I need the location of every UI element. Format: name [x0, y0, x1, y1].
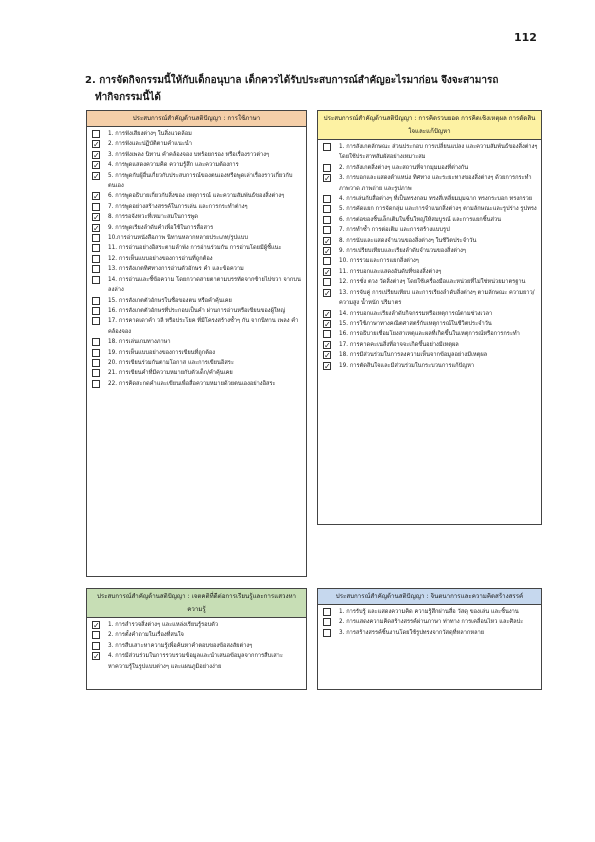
- reasoning-item-text: 5. การคัดแยก การจัดกลุ่ม และการจำแนกสิ่งต่างๆ ตามลักษณะและรูปร่าง รูปทรง: [339, 206, 537, 213]
- reasoning-item: [323, 246, 538, 256]
- language-item: [92, 275, 303, 296]
- language-item: [92, 202, 303, 212]
- reasoning-item-text: 9. การเปรียบเทียบและเรียงลำดับจำนวนของสิ่งต่างๆ: [339, 248, 466, 255]
- language-item-checkbox[interactable]: ✓: [93, 150, 100, 160]
- language-item-checkbox[interactable]: [92, 369, 100, 377]
- language-item-text: 12. การเห็นแบบอย่างของการอ่านที่ถูกต้อง: [108, 255, 213, 262]
- language-item-checkbox[interactable]: [92, 203, 100, 211]
- reasoning-item-text: 4. การเล่นกับสื่อต่างๆ ที่เป็นทรงกลม ทรงสี่เหลี่ยมมุมฉาก ทรงกระบอก ทรงกรวย: [339, 196, 533, 203]
- reasoning-item: [323, 215, 538, 225]
- language-item-checkbox[interactable]: [92, 130, 100, 138]
- inquiry-item-checkbox[interactable]: ✓: [93, 652, 100, 662]
- language-item-checkbox[interactable]: ✓: [93, 223, 100, 233]
- reasoning-item-text: 3. การบอกและแสดงตำแหน่ง ทิศทาง และระยะทางของสิ่งต่างๆ ด้วยการกระทำ ภาพวาด ภาพถ่าย และรูปภาพ: [339, 175, 532, 192]
- language-item-text: 8. การรอจังหวะที่เหมาะสมในการพูด: [108, 214, 198, 221]
- inquiry-box-header: ประสบการณ์สำคัญด้านสติปัญญา : เจตคติที่ดีต่อการเรียนรู้และการแสวงหาความรู้: [87, 589, 306, 618]
- language-item-text: 13. การสังเกตทิศทางการอ่านตัวอักษร คำ และข้อความ: [108, 266, 244, 273]
- reasoning-item-text: 8. การนับและแสดงจำนวนของสิ่งต่างๆ ในชีวิตประจำวัน: [339, 237, 477, 244]
- language-item: [92, 243, 303, 253]
- language-item: [92, 150, 303, 160]
- reasoning-item-text: 12. การชั่ง ตวง วัดสิ่งต่างๆ โดยใช้เครื่องมือและหน่วยที่ไม่ใช่หน่วยมาตรฐาน: [339, 279, 526, 286]
- reasoning-item-text: 10. การรวมและการแยกสิ่งต่างๆ: [339, 258, 419, 265]
- creativity-item: [323, 617, 538, 627]
- language-item-text: 17. การคาดเดาคำ วลี หรือประโยค ที่มีโครงสร้างซ้ำๆ กัน จากนิทาน เพลง คำคล้องจอง: [108, 318, 299, 335]
- language-item-checkbox[interactable]: [92, 276, 100, 284]
- language-item-checkbox[interactable]: [92, 359, 100, 367]
- creativity-item-text: 3. การสร้างสรรค์ชิ้นงานโดยใช้รูปทรงจากวัสดุที่หลากหลาย: [339, 629, 485, 636]
- language-item: [92, 129, 303, 139]
- reasoning-item: [323, 142, 538, 163]
- reasoning-item-checkbox[interactable]: [323, 257, 331, 265]
- reasoning-item: [323, 319, 538, 329]
- reasoning-item: [323, 309, 538, 319]
- language-item: [92, 358, 303, 368]
- heading-line-2: ทำกิจกรรมนี้ได้: [95, 92, 161, 103]
- language-item-text: 5. การพูดกับผู้อื่นเกี่ยวกับประสบการณ์ของตนเองหรือพูดเล่าเรื่องราวเกี่ยวกับตนเอง: [108, 172, 293, 190]
- language-item-text: 6. การพูดอธิบายเกี่ยวกับสิ่งของ เหตุการณ์ และความสัมพันธ์ของสิ่งต่างๆ: [108, 193, 285, 200]
- reasoning-item-checkbox[interactable]: ✓: [324, 267, 331, 277]
- language-item: [92, 212, 303, 222]
- language-item: [92, 223, 303, 233]
- language-item-checkbox[interactable]: [92, 255, 100, 263]
- reasoning-item-checkbox[interactable]: [323, 143, 331, 151]
- creativity-item-text: 2. การแสดงความคิดสร้างสรรค์ผ่านภาษา ท่าทาง การเคลื่อนไหว และศิลปะ: [339, 619, 524, 626]
- reasoning-item-checkbox[interactable]: ✓: [324, 361, 331, 371]
- inquiry-item-text: 3. การสืบเสาะหาความรู้เพื่อค้นหาคำตอบของข้อสงสัยต่างๆ: [108, 642, 253, 649]
- language-item-text: 9. การพูดเรียงลำดับคำเพื่อใช้ในการสื่อสาร: [108, 224, 214, 231]
- inquiry-item: [92, 630, 303, 640]
- question-heading: [85, 72, 525, 106]
- language-item-text: 4. การพูดแสดงความคิด ความรู้สึก และความต้องการ: [108, 162, 239, 169]
- reasoning-item-text: 14. การบอกและเรียงลำดับกิจกรรมหรือเหตุการณ์ตามช่วงเวลา: [339, 310, 493, 317]
- reasoning-box-header: ประสบการณ์สำคัญด้านสติปัญญา : การคิดรวบยอด การคิดเชิงเหตุผล การตัดสินใจและแก้ปัญหา: [318, 111, 541, 140]
- language-item-text: 2. การฟังและปฏิบัติตามคำแนะนำ: [108, 141, 192, 148]
- language-item: [92, 348, 303, 358]
- reasoning-item: [323, 267, 538, 277]
- reasoning-item-text: 16. การอธิบายเชื่อมโยงสาเหตุและผลที่เกิดขึ้นในเหตุการณ์หรือการกระทำ: [339, 331, 520, 338]
- reasoning-item-checkbox[interactable]: ✓: [324, 247, 331, 257]
- reasoning-item: [323, 361, 538, 371]
- language-item-checkbox[interactable]: [92, 265, 100, 273]
- language-item: [92, 306, 303, 316]
- inquiry-item: [92, 641, 303, 651]
- language-item-checkbox[interactable]: ✓: [93, 192, 100, 202]
- language-item-text: 19. การเห็นแบบอย่างของการเขียนที่ถูกต้อง: [108, 349, 216, 356]
- language-item: [92, 368, 303, 378]
- language-item-text: 14. การอ่านและชี้ข้อความ โดยกวาดสายตาตามบรรทัดจากซ้ายไปขวา จากบนลงล่าง: [108, 276, 301, 294]
- language-item-text: 7. การพูดอย่างสร้างสรรค์ในการเล่น และการกระทำต่างๆ: [108, 203, 248, 210]
- language-item-text: 16. การสังเกตตัวอักษรที่ประกอบเป็นคำ ผ่านการอ่านหรือเขียนของผู้ใหญ่: [108, 307, 286, 314]
- language-item-text: 3. การฟังเพลง นิทาน คำคล้องจอง บทร้อยกรอง หรือเรื่องราวต่างๆ: [108, 151, 270, 158]
- reasoning-item-checkbox[interactable]: ✓: [324, 309, 331, 319]
- reasoning-item-checkbox[interactable]: [323, 226, 331, 234]
- language-item-checkbox[interactable]: [92, 307, 100, 315]
- reasoning-item-text: 6. การต่อของชิ้นเล็กเติมในชิ้นใหญ่ให้สมบูรณ์ และการแยกชิ้นส่วน: [339, 216, 502, 223]
- reasoning-items: [318, 140, 541, 371]
- language-item-checkbox[interactable]: [92, 297, 100, 305]
- language-item-text: 15. การสังเกตตัวอักษรในชื่อของตน หรือคำคุ้นเคย: [108, 297, 232, 304]
- reasoning-item-checkbox[interactable]: [323, 278, 331, 286]
- reasoning-item: [323, 225, 538, 235]
- reasoning-item-text: 18. การมีส่วนร่วมในการลงความเห็นจากข้อมูลอย่างมีเหตุผล: [339, 352, 488, 359]
- language-item-text: 11. การอ่านอย่างอิสระตามลำพัง การอ่านร่วมกัน การอ่านโดยมีผู้ชี้แนะ: [108, 245, 282, 252]
- language-box: [86, 110, 307, 577]
- reasoning-item-text: 13. การจับคู่ การเปรียบเทียบ และการเรียงลำดับสิ่งต่างๆ ตามลักษณะ ความยาว/ความสูง น้ำหนัก ปริมาตร: [339, 289, 535, 307]
- reasoning-item-text: 15. การใช้ภาษาทางคณิตศาสตร์กับเหตุการณ์ในชีวิตประจำวัน: [339, 320, 492, 327]
- creativity-box: [317, 588, 542, 690]
- creativity-box-header: ประสบการณ์สำคัญด้านสติปัญญา : จินตนาการและความคิดสร้างสรรค์: [318, 589, 541, 605]
- reasoning-item-checkbox[interactable]: ✓: [324, 351, 331, 361]
- reasoning-item: [323, 204, 538, 214]
- language-item-checkbox[interactable]: ✓: [93, 161, 100, 171]
- language-item-text: 18. การเล่นเกมทางภาษา: [108, 339, 171, 346]
- language-item: [92, 191, 303, 201]
- inquiry-item: [92, 620, 303, 630]
- language-item: [92, 254, 303, 264]
- reasoning-box: [317, 110, 542, 525]
- reasoning-item-text: 19. การตัดสินใจและมีส่วนร่วมในกระบวนการแก้ปัญหา: [339, 362, 475, 369]
- reasoning-item: [323, 163, 538, 173]
- language-item: [92, 337, 303, 347]
- reasoning-item: [323, 329, 538, 339]
- language-item: [92, 264, 303, 274]
- inquiry-item-text: 1. การสำรวจสิ่งต่างๆ และแหล่งเรียนรู้รอบตัว: [108, 622, 219, 628]
- reasoning-item-checkbox[interactable]: ✓: [324, 288, 331, 298]
- inquiry-item-checkbox[interactable]: [92, 642, 100, 650]
- reasoning-item-text: 1. การสังเกตลักษณะ ส่วนประกอบ การเปลี่ยนแปลง และความสัมพันธ์ของสิ่งต่างๆ โดยใช้ประสาทสัมผัสอย่างเหมาะสม: [339, 144, 538, 161]
- language-item: [92, 139, 303, 149]
- reasoning-item: [323, 194, 538, 204]
- inquiry-box: [86, 588, 307, 690]
- reasoning-item-checkbox[interactable]: ✓: [324, 340, 331, 350]
- creativity-item-checkbox[interactable]: [323, 608, 331, 616]
- creativity-item: [323, 607, 538, 617]
- page-number: 112: [514, 31, 537, 44]
- reasoning-item-checkbox[interactable]: ✓: [324, 319, 331, 329]
- reasoning-item: [323, 173, 538, 194]
- language-item: [92, 233, 303, 243]
- language-item-checkbox[interactable]: [92, 234, 100, 242]
- language-item-text: 10.การอ่านหนังสือภาพ นิทานหลากหลายประเภท/รูปแบบ: [108, 235, 249, 242]
- language-item: [92, 296, 303, 306]
- inquiry-item-text: 2. การตั้งคำถามในเรื่องที่สนใจ: [108, 632, 184, 639]
- reasoning-item: [323, 277, 538, 287]
- language-item: [92, 160, 303, 170]
- language-item-text: 21. การเขียนคำที่มีความหมายกับตัวเด็ก/คำคุ้นเคย: [108, 370, 233, 377]
- reasoning-item: [323, 340, 538, 350]
- reasoning-item-checkbox[interactable]: ✓: [324, 174, 331, 184]
- language-box-header: ประสบการณ์สำคัญด้านสติปัญญา : การใช้ภาษา: [87, 111, 306, 127]
- reasoning-item-checkbox[interactable]: [323, 205, 331, 213]
- reasoning-item-checkbox[interactable]: ✓: [324, 236, 331, 246]
- language-items: [87, 127, 306, 389]
- language-item-checkbox[interactable]: ✓: [93, 213, 100, 223]
- inquiry-item: [92, 651, 303, 672]
- language-item-checkbox[interactable]: [92, 317, 100, 325]
- inquiry-items: [87, 618, 306, 672]
- language-item: [92, 379, 303, 389]
- creativity-item: [323, 628, 538, 638]
- reasoning-item: [323, 350, 538, 360]
- reasoning-item: [323, 236, 538, 246]
- creativity-item-text: 1. การรับรู้ และแสดงความคิด ความรู้สึกผ่านสื่อ วัสดุ ของเล่น และชิ้นงาน: [339, 609, 519, 615]
- reasoning-item-text: 11. การบอกและแสดงอันดับที่ของสิ่งต่างๆ: [339, 268, 442, 275]
- language-item-text: 22. การคิดสะกดคำและเขียนเพื่อสื่อความหมายด้วยตนเองอย่างอิสระ: [108, 380, 276, 387]
- reasoning-item: [323, 256, 538, 266]
- language-item-text: 20. การเขียนร่วมกันตามโอกาส และการเขียนอิสระ: [108, 359, 234, 366]
- reasoning-item-checkbox[interactable]: [323, 164, 331, 172]
- language-item: [92, 316, 303, 337]
- language-item-checkbox[interactable]: [92, 338, 100, 346]
- creativity-item-checkbox[interactable]: [323, 618, 331, 626]
- reasoning-item-text: 2. การสังเกตสิ่งต่างๆ และสถานที่จากมุมมองที่ต่างกัน: [339, 164, 469, 171]
- inquiry-item-text: 4. การมีส่วนร่วมในการรวบรวมข้อมูลและนำเสนอข้อมูลจากการสืบเสาะหาความรู้ในรูปแบบต่างๆ และแผนภูมิอย่างง่าย: [108, 653, 283, 670]
- language-item-checkbox[interactable]: [92, 380, 100, 388]
- inquiry-item-checkbox[interactable]: [92, 631, 100, 639]
- creativity-item-checkbox[interactable]: [323, 629, 331, 637]
- reasoning-item-text: 17. การคาดคะเนสิ่งที่อาจจะเกิดขึ้นอย่างมีเหตุผล: [339, 341, 459, 348]
- language-item-checkbox[interactable]: [92, 244, 100, 252]
- heading-line-1: 2. การจัดกิจกรรมนี้ให้กับเด็กอนุบาล เด็กควรได้รับประสบการณ์สำคัญอะไรมาก่อน จึงจะสามารถ: [85, 75, 499, 86]
- reasoning-item-text: 7. การทำซ้ำ การต่อเติม และการสร้างแบบรูป: [339, 227, 450, 234]
- reasoning-item-checkbox[interactable]: [323, 330, 331, 338]
- language-item-text: 1. การฟังเสียงต่างๆ ในสิ่งแวดล้อม: [108, 131, 192, 137]
- reasoning-item: [323, 288, 538, 309]
- inquiry-item-checkbox[interactable]: ✓: [93, 621, 100, 630]
- language-item-checkbox[interactable]: ✓: [93, 140, 100, 150]
- reasoning-item-checkbox[interactable]: [323, 216, 331, 224]
- language-item-checkbox[interactable]: [92, 349, 100, 357]
- language-item: [92, 171, 303, 192]
- language-item-checkbox[interactable]: ✓: [93, 171, 100, 181]
- creativity-items: [318, 605, 541, 638]
- reasoning-item-checkbox[interactable]: [323, 195, 331, 203]
